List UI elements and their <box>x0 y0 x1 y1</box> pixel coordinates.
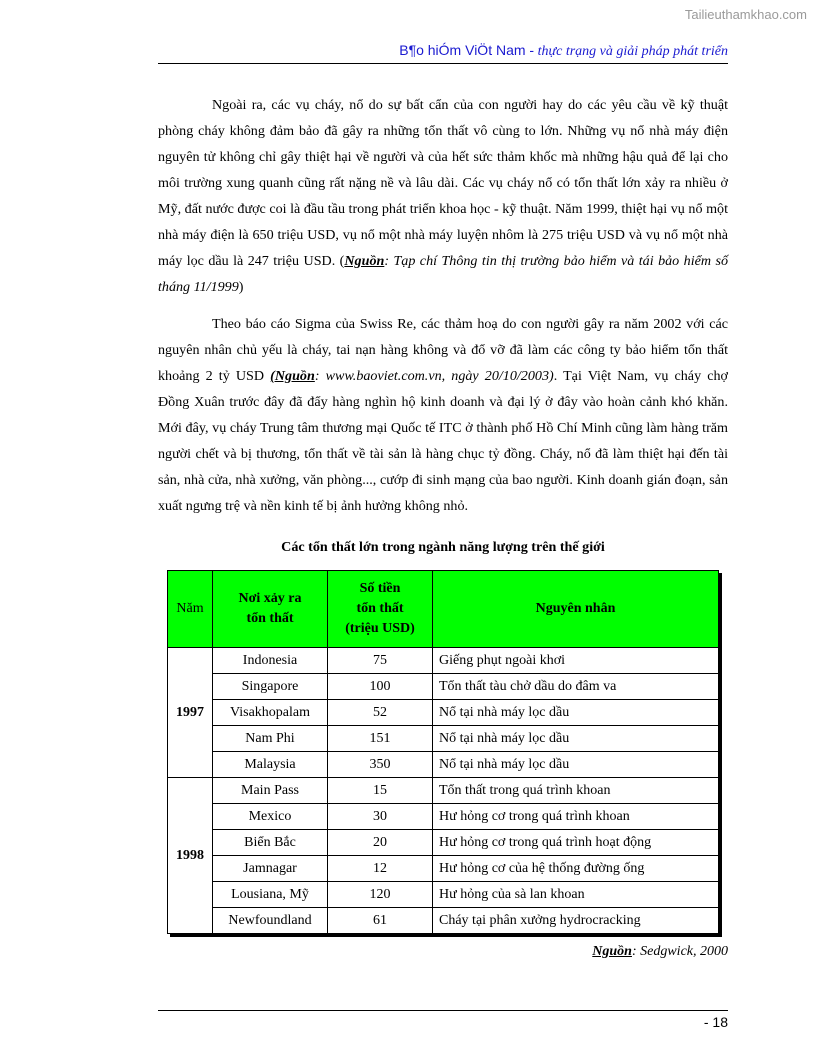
cause-cell: Hư hỏng cơ trong quá trình hoạt động <box>433 830 719 856</box>
header-year: Năm <box>168 571 213 648</box>
amount-cell: 30 <box>328 804 433 830</box>
place-cell: Lousiana, Mỹ <box>213 882 328 908</box>
header-subtitle: thực trạng và giải pháp phát triển <box>537 44 728 59</box>
table-source-label: Nguồn <box>592 944 632 959</box>
amount-cell: 20 <box>328 830 433 856</box>
year-cell: 1998 <box>168 778 213 934</box>
place-cell: Main Pass <box>213 778 328 804</box>
table-row <box>168 830 719 856</box>
amount-cell: 12 <box>328 856 433 882</box>
header-amount <box>328 571 433 648</box>
amount-cell: 15 <box>328 778 433 804</box>
cause-cell: Hư hỏng của sà lan khoan <box>433 882 719 908</box>
page-number: - 18 <box>703 1014 728 1030</box>
paragraph-2-text-start: Theo báo cáo Sigma của Swiss Re, các thảm hoạ do con người gây ra năm 2002 với các nguyên nhân chủ yếu là cháy, tai nạn hàng không và đổ vỡ đã làm các công ty bảo hiểm tổn thất khoảng 2 tỷ USD <box>158 316 728 384</box>
header-place <box>213 571 328 648</box>
place-cell: Jamnagar <box>213 856 328 882</box>
place-cell: Malaysia <box>213 752 328 778</box>
table-row <box>168 908 719 934</box>
source-label: (Nguồn <box>270 368 315 384</box>
cause-cell: Nổ tại nhà máy lọc dầu <box>433 700 719 726</box>
cause-cell: Tổn thất trong quá trình khoan <box>433 778 719 804</box>
page-footer <box>158 1010 728 1030</box>
place-cell: Mexico <box>213 804 328 830</box>
header-place-line2: tổn thất <box>246 611 294 626</box>
table-row <box>168 700 719 726</box>
place-cell: Newfoundland <box>213 908 328 934</box>
year-cell: 1997 <box>168 648 213 778</box>
table-row <box>168 882 719 908</box>
cause-cell: Nổ tại nhà máy lọc dầu <box>433 726 719 752</box>
cause-cell: Tổn thất tàu chở dầu do đâm va <box>433 674 719 700</box>
paragraph-2-text-end: . Tại Việt Nam, vụ cháy chợ Đồng Xuân trước đây đã đẩy hàng nghìn hộ kinh doanh và đại lý ở đây vào hoàn cảnh khó khăn. Mới đây, vụ cháy Trung tâm thương mại Quốc tế ITC ở thành phố Hồ Chí Minh cũng làm hàng trăm người chết và bị thương, tổn thất về tài sản là hàng chục tỷ đồng. Cháy, nổ đã làm thiệt hại đến tài sản, nhà cửa, nhà xưởng, văn phòng..., cướp đi sinh mạng của bao người. Kinh doanh gián đoạn, sản xuất ngưng trệ và nền kinh tế bị ảnh hưởng không nhỏ. <box>158 368 728 514</box>
place-cell: Biển Bắc <box>213 830 328 856</box>
paragraph-2 <box>158 311 728 519</box>
table-source <box>158 939 728 965</box>
amount-cell: 52 <box>328 700 433 726</box>
table-row <box>168 726 719 752</box>
page-content <box>158 92 728 965</box>
table-row <box>168 778 719 804</box>
table-row <box>168 856 719 882</box>
header-cause: Nguyên nhân <box>433 571 719 648</box>
source-reference: : www.baoviet.com.vn, ngày 20/10/2003) <box>314 368 554 384</box>
watermark: Tailieuthamkhao.com <box>684 7 807 22</box>
source-label: Nguồn <box>344 253 385 269</box>
cause-cell: Hư hỏng cơ của hệ thống đường ống <box>433 856 719 882</box>
place-cell: Nam Phi <box>213 726 328 752</box>
cause-cell: Hư hỏng cơ trong quá trình khoan <box>433 804 719 830</box>
place-cell: Indonesia <box>213 648 328 674</box>
header-title: B¶o hiÓm ViÖt Nam - <box>399 42 535 58</box>
header-amount-line1: Số tiền <box>359 581 401 596</box>
place-cell: Visakhopalam <box>213 700 328 726</box>
table-row <box>168 648 719 674</box>
amount-cell: 61 <box>328 908 433 934</box>
paragraph-1-close: ) <box>238 279 244 295</box>
amount-cell: 75 <box>328 648 433 674</box>
header-amount-line2: tổn thất <box>356 601 404 616</box>
place-cell: Singapore <box>213 674 328 700</box>
table-source-text: : Sedgwick, 2000 <box>631 944 728 959</box>
header-place-line1: Nơi xảy ra <box>238 591 302 606</box>
table-header-row <box>168 571 719 648</box>
amount-cell: 100 <box>328 674 433 700</box>
paragraph-1 <box>158 92 728 300</box>
table-row <box>168 804 719 830</box>
amount-cell: 350 <box>328 752 433 778</box>
cause-cell: Nổ tại nhà máy lọc dầu <box>433 752 719 778</box>
cause-cell: Cháy tại phân xưởng hydrocracking <box>433 908 719 934</box>
amount-cell: 120 <box>328 882 433 908</box>
amount-cell: 151 <box>328 726 433 752</box>
table-caption: Các tổn thất lớn trong ngành năng lượng trên thế giới <box>281 539 605 555</box>
losses-table <box>167 570 719 934</box>
table-row <box>168 752 719 778</box>
source-reference: : Tạp chí Thông tin thị trường bảo hiểm và tái bảo hiểm số tháng 11/1999 <box>158 253 728 295</box>
page-header <box>158 42 728 64</box>
cause-cell: Giếng phụt ngoài khơi <box>433 648 719 674</box>
paragraph-1-text: Ngoài ra, các vụ cháy, nổ do sự bất cẩn của con người hay do các yêu cầu về kỹ thuật phòng cháy không đảm bảo đã gây ra những tổn thất vô cùng to lớn. Những vụ nổ nhà máy điện nguyên tử không chỉ gây thiệt hại về người và của hết sức thảm khốc mà những hậu quả để lại cho môi trường xung quanh cũng rất nặng nề và lâu dài. Các vụ cháy nổ có tổn thất lớn xảy ra nhiều ở Mỹ, đất nước được coi là đầu tầu trong phát triển khoa học - kỹ thuật. Năm 1999, thiệt hại vụ nổ một nhà máy điện là 650 triệu USD, vụ nổ một nhà máy luyện nhôm là 275 triệu USD và vụ nổ một nhà máy lọc dầu là 247 triệu USD. ( <box>158 97 728 269</box>
table-row <box>168 674 719 700</box>
header-amount-line3: (triệu USD) <box>345 621 415 636</box>
